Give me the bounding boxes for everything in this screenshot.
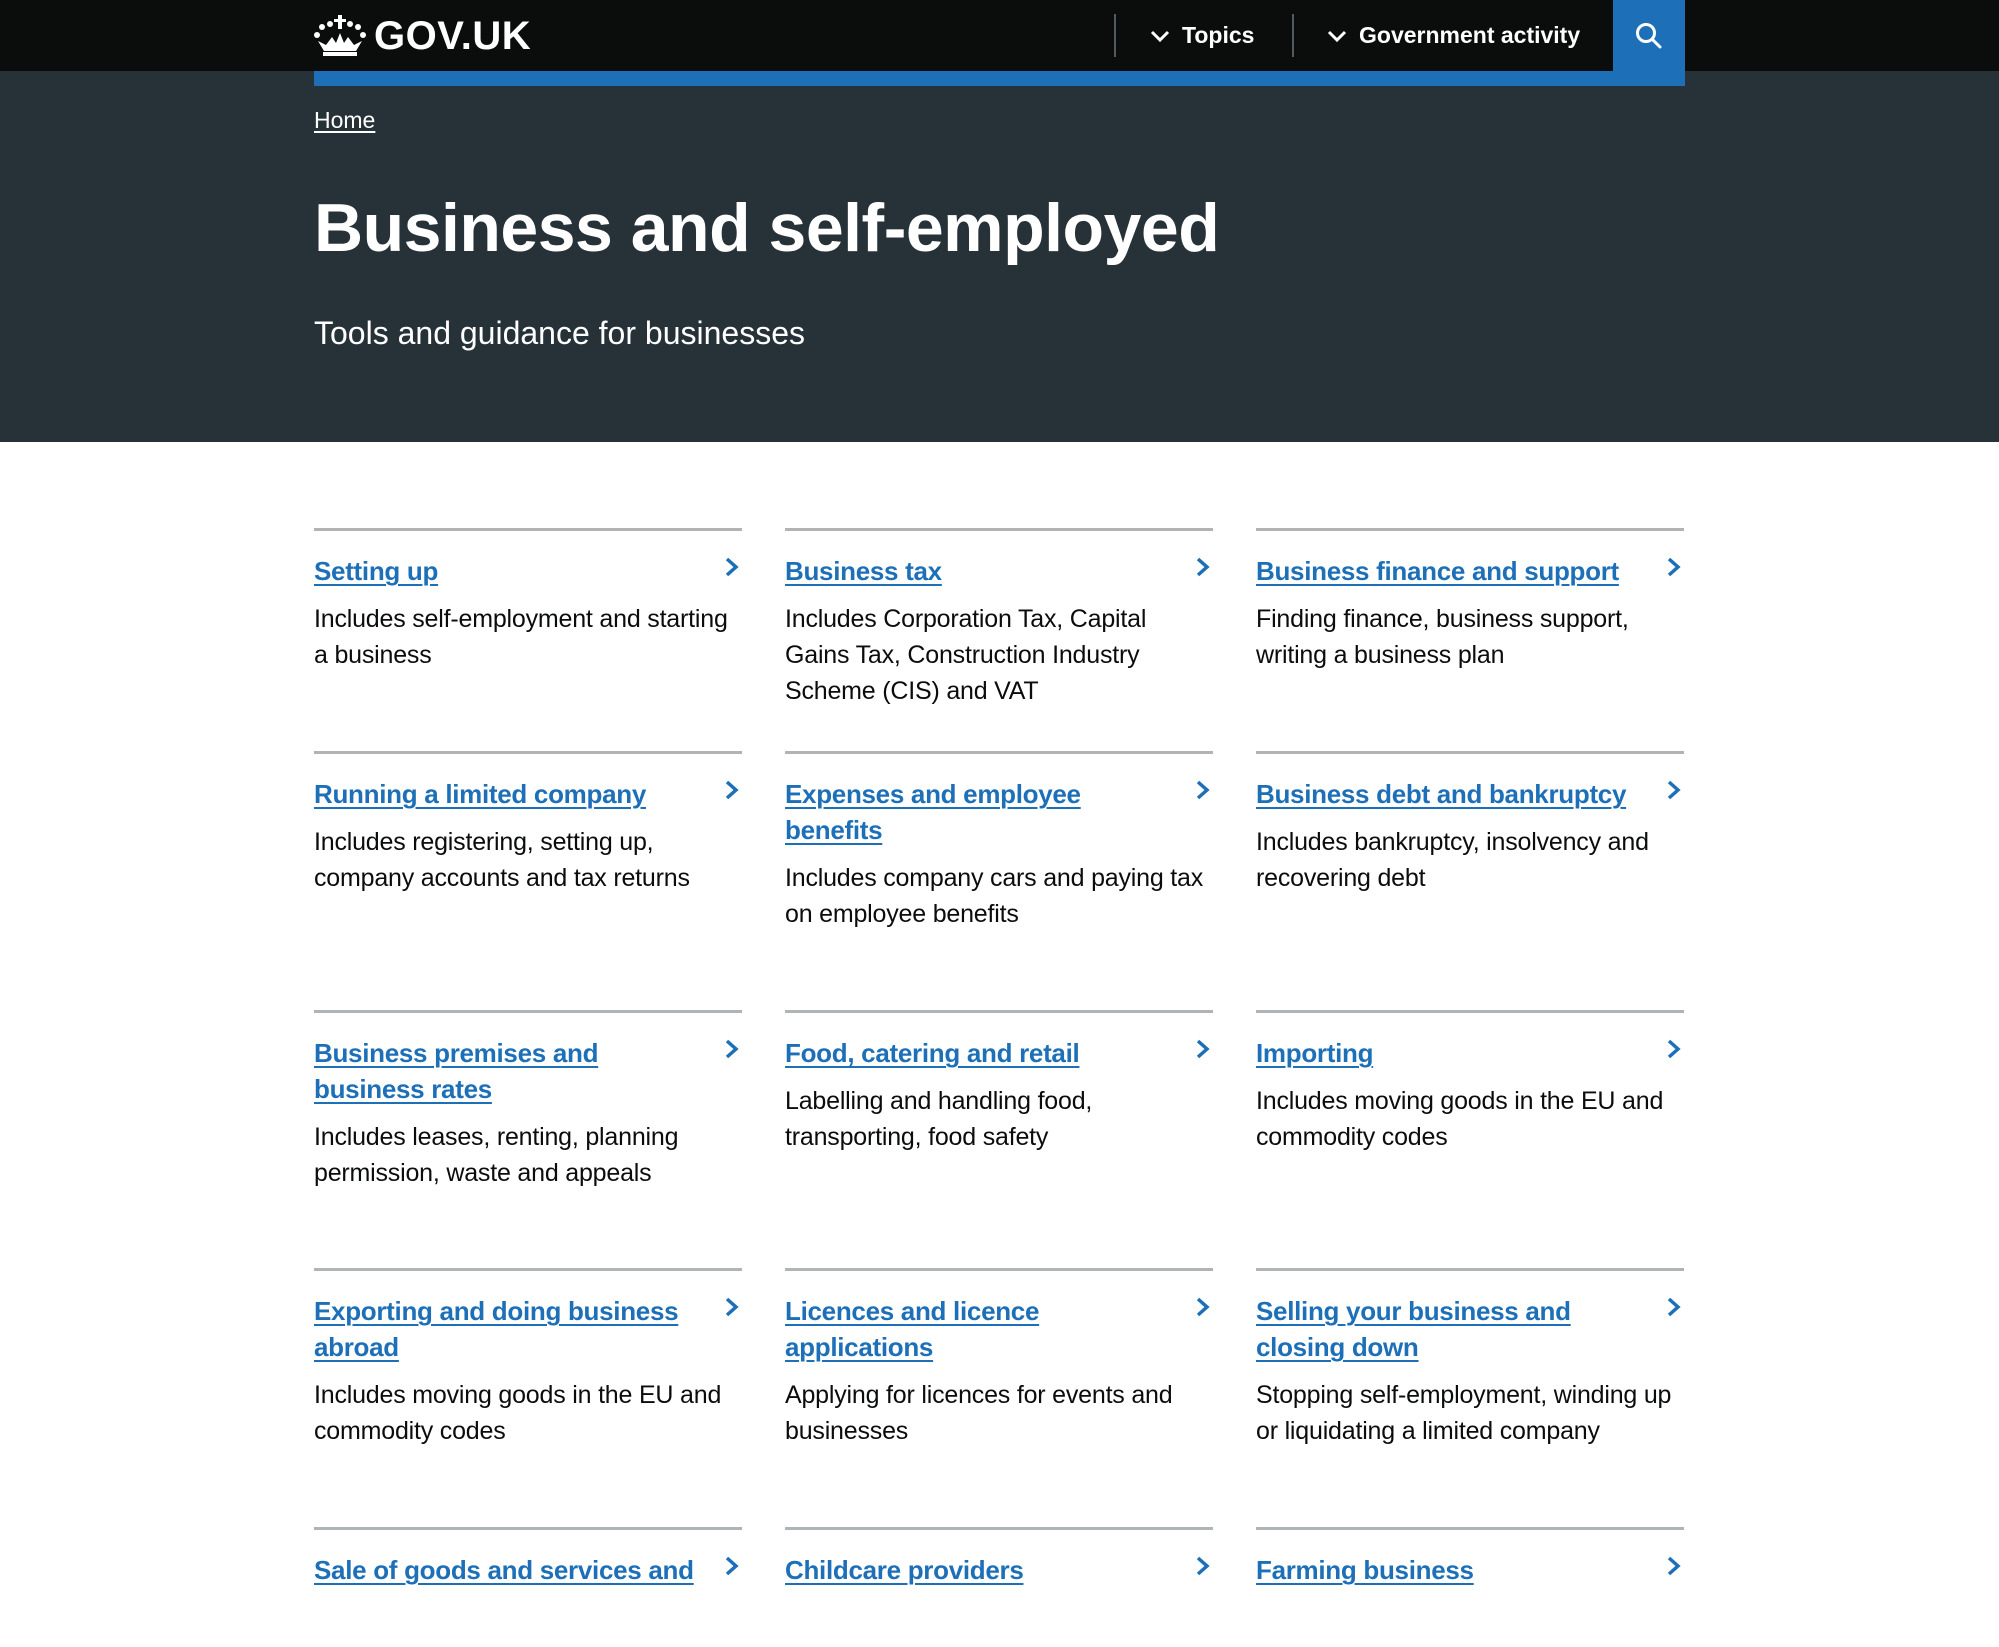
topic-link[interactable]: Sale of goods and services and bbox=[314, 1555, 694, 1585]
chevron-right-icon[interactable] bbox=[1666, 779, 1682, 801]
nav-separator bbox=[1292, 14, 1294, 57]
topic-card bbox=[314, 751, 742, 1010]
nav-topics-label: Topics bbox=[1182, 22, 1255, 48]
topic-card bbox=[785, 528, 1213, 751]
topic-link[interactable]: Running a limited company bbox=[314, 779, 646, 809]
topic-card bbox=[1256, 1010, 1684, 1268]
topic-description: Includes Corporation Tax, Capital Gains Tax, Construction Industry Scheme (CIS) and VAT bbox=[785, 605, 1147, 705]
topic-link[interactable]: Business premises and business rates bbox=[314, 1038, 599, 1104]
topic-link[interactable]: Food, catering and retail bbox=[785, 1038, 1080, 1068]
topic-card bbox=[785, 1268, 1213, 1527]
chevron-right-icon[interactable] bbox=[1666, 1555, 1682, 1577]
topic-card bbox=[1256, 1527, 1684, 1647]
chevron-right-icon[interactable] bbox=[724, 556, 740, 578]
topic-card bbox=[1256, 528, 1684, 751]
chevron-right-icon[interactable] bbox=[1666, 1296, 1682, 1318]
topic-card bbox=[314, 1268, 742, 1527]
chevron-right-icon[interactable] bbox=[724, 779, 740, 801]
topic-link[interactable]: Business finance and support bbox=[1256, 556, 1619, 586]
topic-grid bbox=[314, 528, 1685, 1647]
topic-description: Includes company cars and paying tax on employee benefits bbox=[785, 864, 1204, 928]
topic-link[interactable]: Licences and licence applications bbox=[785, 1296, 1040, 1362]
topic-link[interactable]: Exporting and doing business abroad bbox=[314, 1296, 679, 1362]
search-icon bbox=[1634, 21, 1664, 51]
topic-card bbox=[1256, 751, 1684, 1010]
breadcrumb-home[interactable]: Home bbox=[314, 107, 376, 133]
nav-government-activity-label: Government activity bbox=[1359, 22, 1581, 48]
topic-card bbox=[785, 1527, 1213, 1647]
topic-card bbox=[314, 1527, 742, 1647]
brand-bar bbox=[314, 71, 1685, 86]
topic-description: Includes moving goods in the EU and commodity codes bbox=[1256, 1087, 1664, 1151]
topic-description: Stopping self-employment, winding up or liquidating a limited company bbox=[1256, 1381, 1672, 1445]
chevron-right-icon[interactable] bbox=[1195, 779, 1211, 801]
nav-separator bbox=[1114, 14, 1116, 57]
topic-card bbox=[785, 751, 1213, 1010]
topic-card bbox=[314, 528, 742, 751]
chevron-down-icon bbox=[1327, 29, 1347, 43]
chevron-right-icon[interactable] bbox=[1666, 556, 1682, 578]
chevron-right-icon[interactable] bbox=[724, 1555, 740, 1577]
chevron-right-icon[interactable] bbox=[1195, 556, 1211, 578]
topic-link[interactable]: Farming business bbox=[1256, 1555, 1474, 1585]
topic-description: Applying for licences for events and businesses bbox=[785, 1381, 1173, 1445]
topic-description: Includes registering, setting up, company accounts and tax returns bbox=[314, 828, 690, 892]
topic-row bbox=[314, 751, 1685, 1010]
topic-card bbox=[785, 1010, 1213, 1268]
page-subtitle: Tools and guidance for businesses bbox=[314, 315, 805, 351]
topic-description: Finding finance, business support, writing a business plan bbox=[1256, 605, 1629, 669]
chevron-right-icon[interactable] bbox=[1666, 1038, 1682, 1060]
topic-link[interactable]: Business tax bbox=[785, 556, 942, 586]
topic-card bbox=[1256, 1268, 1684, 1527]
topic-link[interactable]: Selling your business and closing down bbox=[1256, 1296, 1571, 1362]
topic-description: Includes leases, renting, planning permission, waste and appeals bbox=[314, 1123, 679, 1187]
chevron-right-icon[interactable] bbox=[1195, 1296, 1211, 1318]
topic-row bbox=[314, 1268, 1685, 1527]
govuk-logo-link[interactable] bbox=[314, 10, 531, 62]
hero-banner bbox=[0, 71, 1999, 442]
chevron-down-icon bbox=[1150, 29, 1170, 43]
nav-topics[interactable] bbox=[1150, 0, 1254, 71]
chevron-right-icon[interactable] bbox=[1195, 1555, 1211, 1577]
topic-description: Includes self-employment and starting a business bbox=[314, 605, 728, 669]
chevron-right-icon[interactable] bbox=[724, 1038, 740, 1060]
topic-row bbox=[314, 528, 1685, 751]
logo-text: GOV.UK bbox=[374, 13, 532, 58]
topic-description: Labelling and handling food, transporting, food safety bbox=[785, 1087, 1093, 1151]
topic-link[interactable]: Business debt and bankruptcy bbox=[1256, 779, 1627, 809]
topic-link[interactable]: Expenses and employee benefits bbox=[785, 779, 1081, 845]
topic-description: Includes bankruptcy, insolvency and recovering debt bbox=[1256, 828, 1649, 892]
crown-icon bbox=[314, 15, 366, 57]
page-title: Business and self-employed bbox=[314, 190, 1220, 266]
site-header bbox=[0, 0, 1999, 71]
chevron-right-icon[interactable] bbox=[1195, 1038, 1211, 1060]
topic-row bbox=[314, 1010, 1685, 1268]
topic-link[interactable]: Importing bbox=[1256, 1038, 1374, 1068]
topic-card bbox=[314, 1010, 742, 1268]
nav-government-activity[interactable] bbox=[1327, 0, 1580, 71]
topic-description: Includes moving goods in the EU and commodity codes bbox=[314, 1381, 722, 1445]
topic-link[interactable]: Childcare providers bbox=[785, 1555, 1024, 1585]
topic-row bbox=[314, 1527, 1685, 1647]
search-button[interactable] bbox=[1613, 0, 1685, 71]
topic-link[interactable]: Setting up bbox=[314, 556, 439, 586]
chevron-right-icon[interactable] bbox=[724, 1296, 740, 1318]
